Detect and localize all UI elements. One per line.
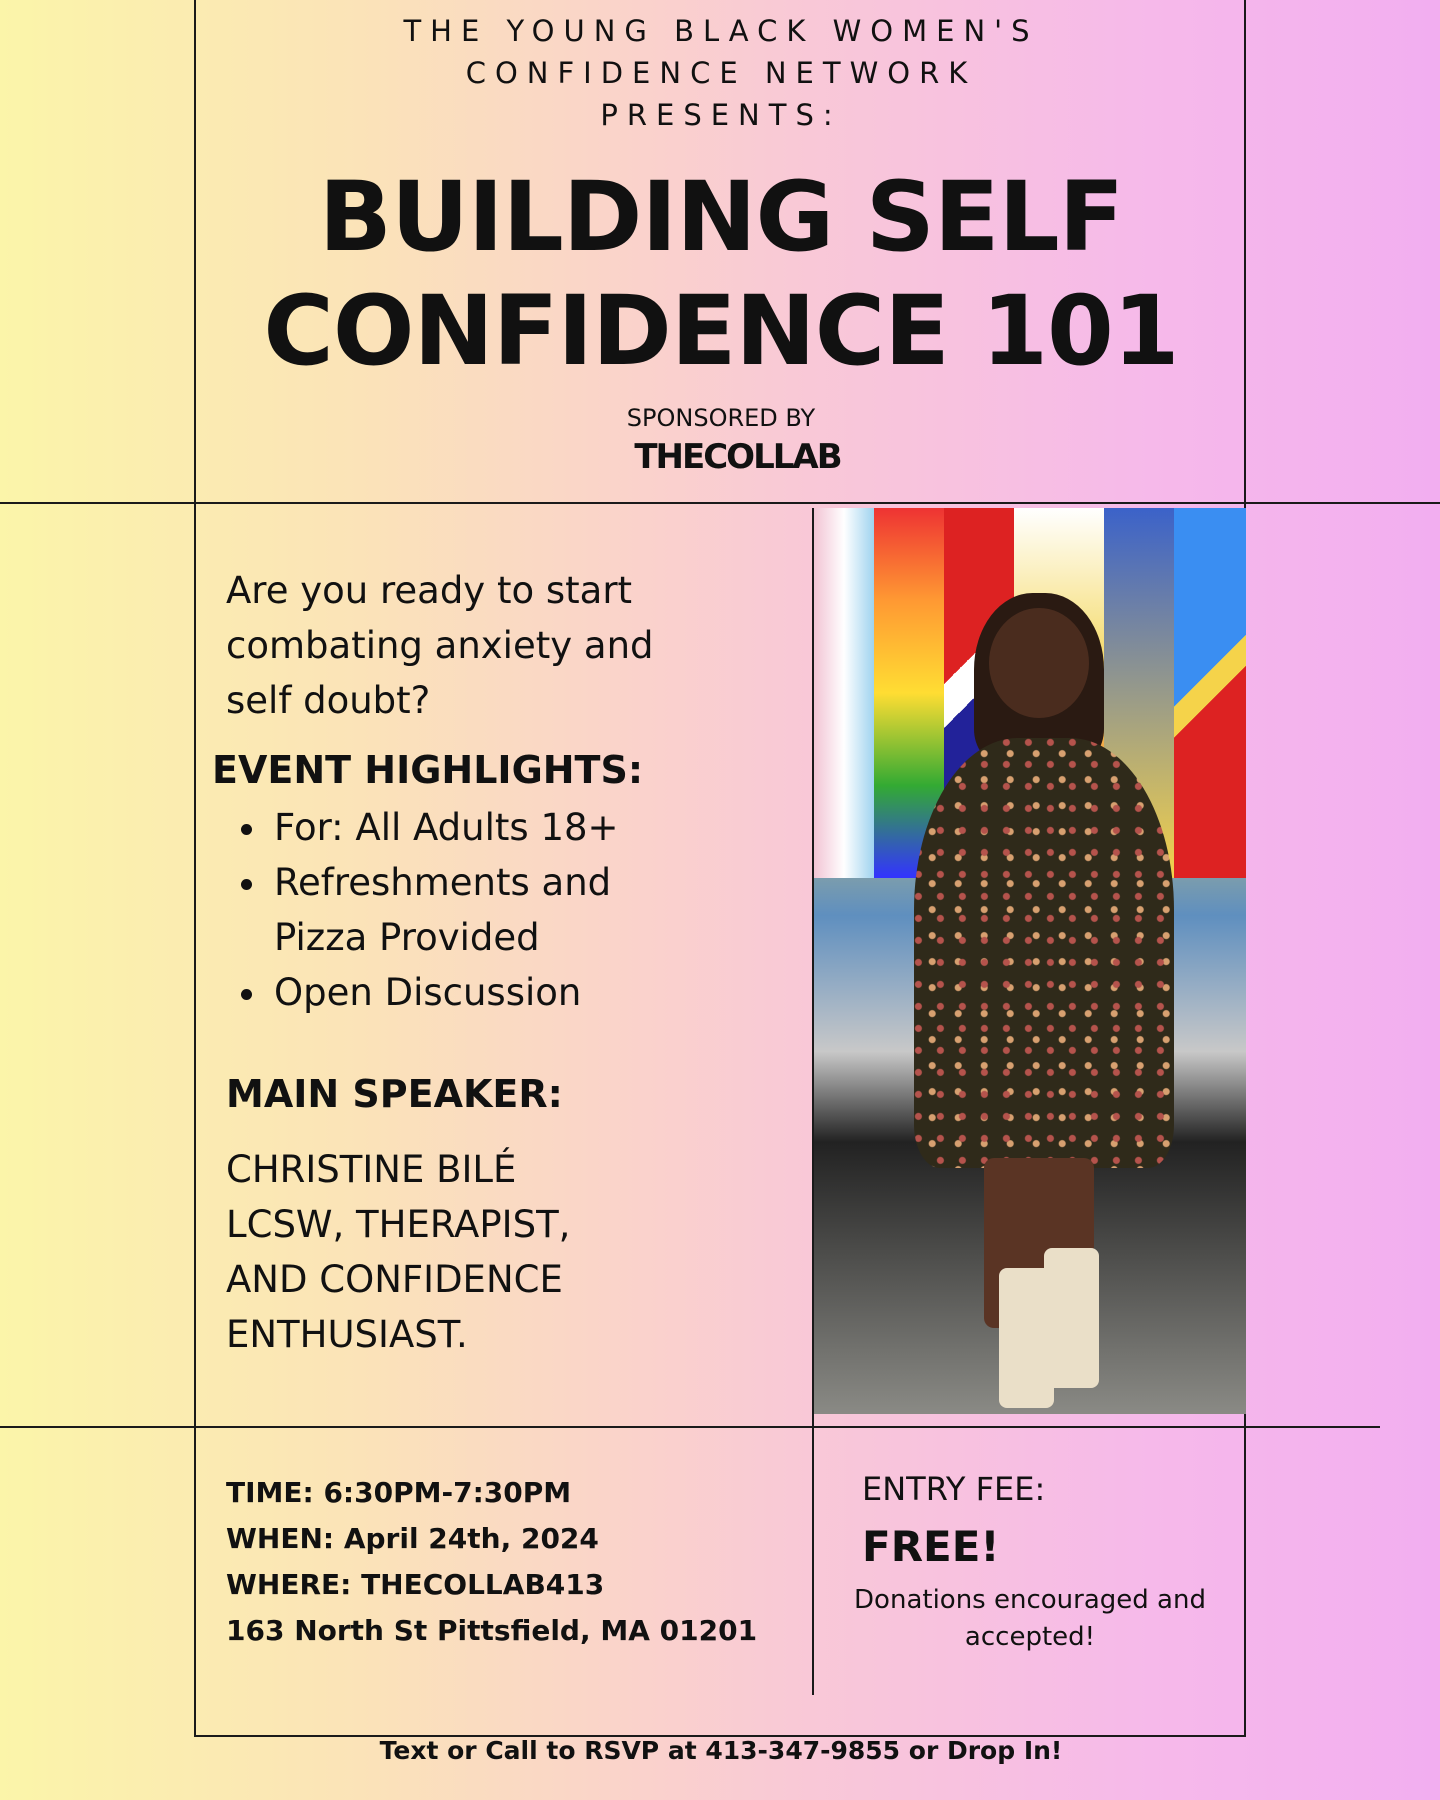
highlights-list (234, 800, 690, 1020)
speaker-credential-2: AND CONFIDENCE (226, 1258, 563, 1301)
horizontal-rule-top (0, 502, 1440, 504)
speaker-photo (814, 508, 1246, 1414)
rsvp-line: Text or Call to RSVP at 413-347-9855 or Drop In! (379, 1736, 1063, 1765)
speaker-name: CHRISTINE BILÉ (226, 1148, 517, 1191)
donation-note-line-1: Donations encouraged and (854, 1585, 1206, 1615)
speaker-credential-3: ENTHUSIAST. (226, 1313, 468, 1356)
intro-line-3: self doubt? (226, 679, 431, 722)
event-address: 163 North St Pittsfield, MA 01201 (226, 1614, 758, 1647)
event-title-line-2: CONFIDENCE 101 (263, 275, 1179, 387)
list-item: • Open Discussion (270, 965, 690, 1020)
event-date: WHEN: April 24th, 2024 (226, 1522, 599, 1555)
org-line-1: THE YOUNG BLACK WOMEN'S (403, 14, 1039, 48)
sponsored-by-label: SPONSORED BY (626, 404, 816, 432)
horizontal-rule-bottom (0, 1426, 1380, 1428)
speaker-heading: MAIN SPEAKER: (226, 1072, 563, 1116)
entry-fee-value: FREE! (862, 1522, 1000, 1571)
intro-line-1: Are you ready to start (226, 569, 633, 612)
list-item: • Refreshments and Pizza Provided (270, 855, 690, 965)
donation-note (850, 1582, 1210, 1656)
event-location: WHERE: THECOLLAB413 (226, 1568, 605, 1601)
entry-fee-label: ENTRY FEE: (862, 1470, 1046, 1508)
intro-line-2: combating anxiety and (226, 624, 654, 667)
event-title-line-1: BUILDING SELF (318, 161, 1124, 273)
donation-note-line-2: accepted! (964, 1622, 1096, 1652)
org-line-2: CONFIDENCE NETWORK (465, 56, 977, 90)
highlights-heading: EVENT HIGHLIGHTS: (212, 748, 644, 792)
speaker-credential-1: LCSW, THERAPIST, (226, 1203, 571, 1246)
event-time: TIME: 6:30PM-7:30PM (226, 1476, 572, 1509)
org-line-3: PRESENTS: (600, 98, 842, 132)
thecollab-logo: THECOLLAB (634, 437, 841, 477)
list-item: • For: All Adults 18+ (270, 800, 690, 855)
